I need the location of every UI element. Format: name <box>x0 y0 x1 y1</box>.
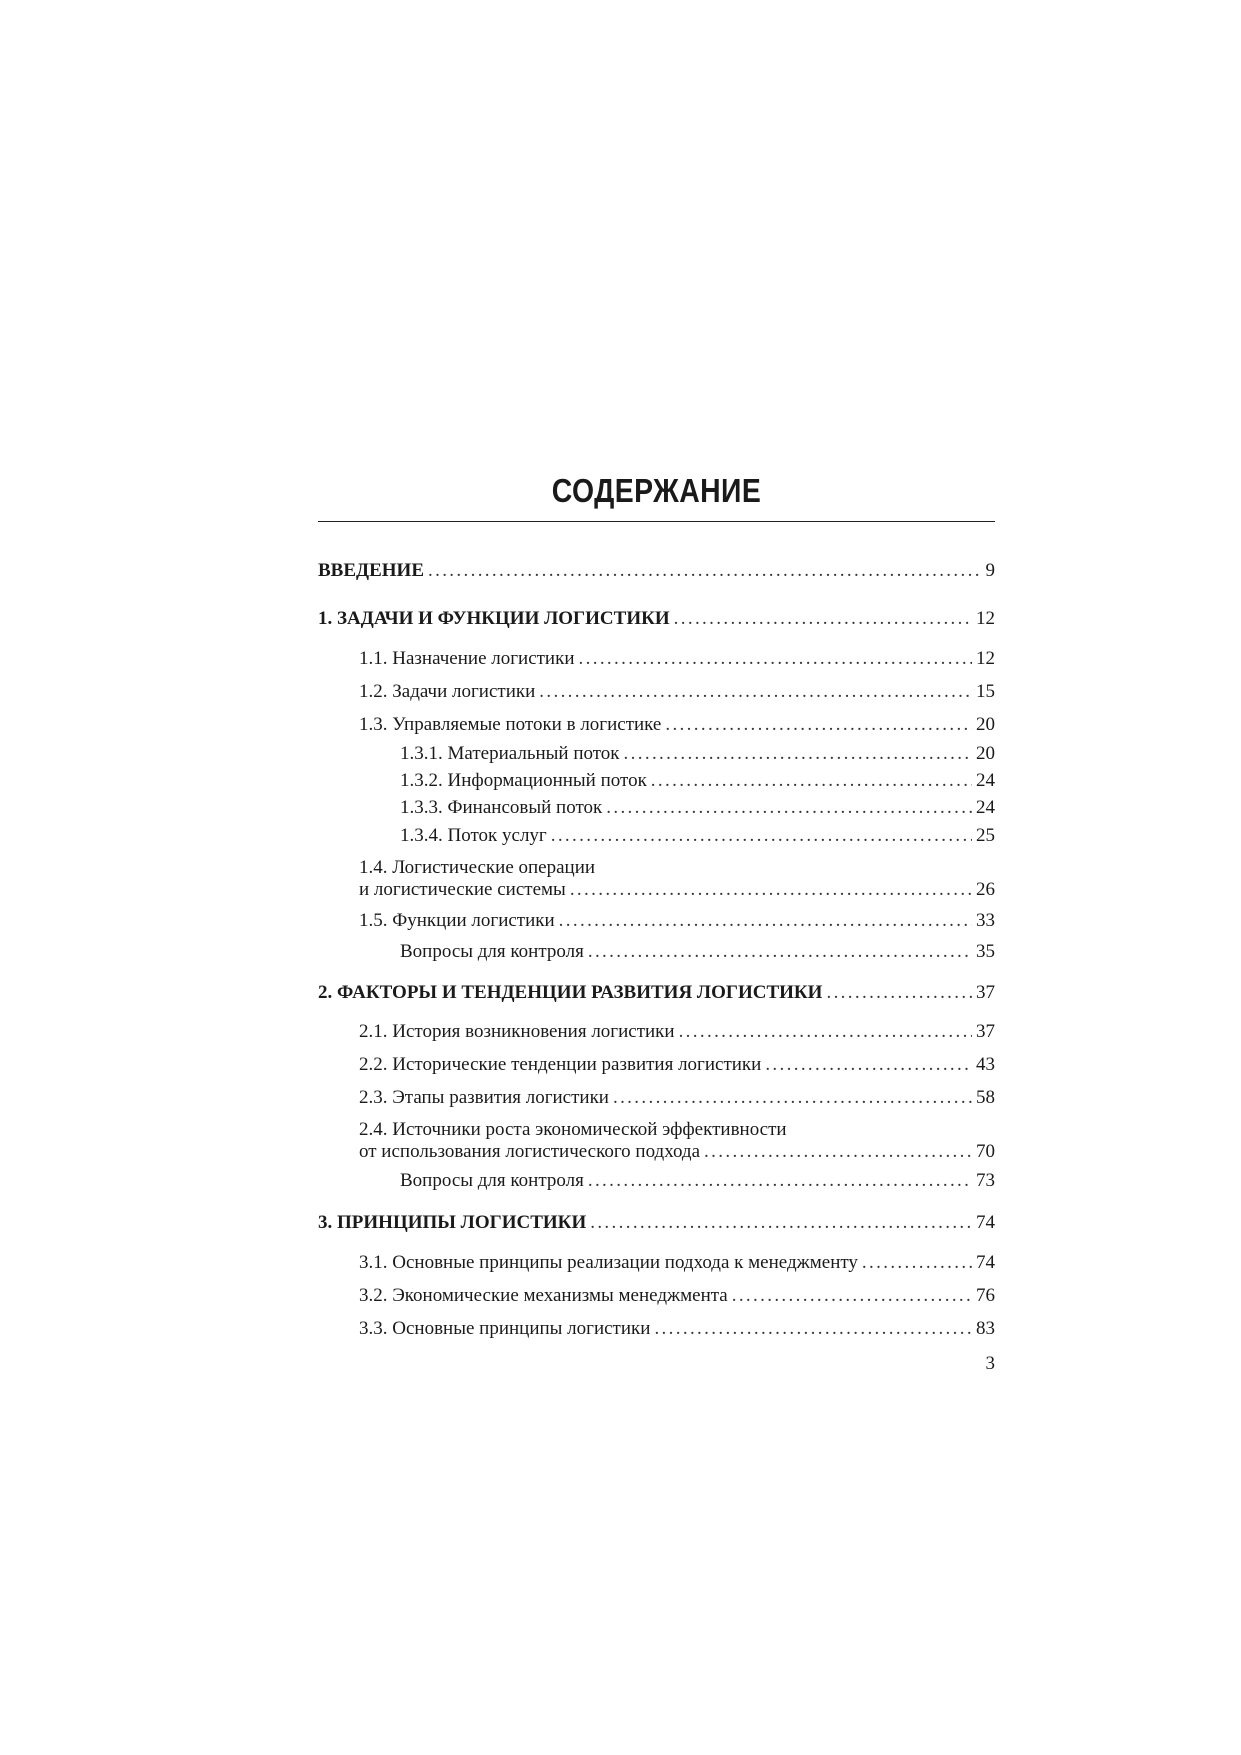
dot-leader <box>579 648 972 670</box>
toc-entry-1-2[interactable] <box>359 681 995 703</box>
toc-entry-page: 15 <box>976 681 995 702</box>
toc-entry-page: 20 <box>976 743 995 764</box>
toc-entry-page: 74 <box>976 1212 995 1233</box>
toc-entry-label-line1: 2.4. Источники роста экономической эффективности <box>359 1119 787 1140</box>
toc-entry-label: 2.2. Исторические тенденции развития логистики <box>359 1054 762 1075</box>
dot-leader <box>679 1021 972 1043</box>
toc-entry-questions-2[interactable] <box>400 1170 995 1192</box>
dot-leader <box>590 1212 972 1234</box>
dot-leader <box>551 825 972 847</box>
toc-entry-label: 3.3. Основные принципы логистики <box>359 1318 651 1339</box>
toc-entry-2-2[interactable] <box>359 1054 995 1076</box>
toc-entry-page: 26 <box>976 879 995 900</box>
toc-entry-label: 1.5. Функции логистики <box>359 910 555 931</box>
toc-entry-chapter-1[interactable] <box>318 608 995 630</box>
toc-entry-label: Вопросы для контроля <box>400 941 584 962</box>
dot-leader <box>704 1141 972 1163</box>
toc-entry-2-4[interactable] <box>359 1119 995 1163</box>
toc-entry-chapter-2[interactable] <box>318 982 995 1004</box>
toc-entry-1-4[interactable] <box>359 857 995 901</box>
toc-entry-label: 3. ПРИНЦИПЫ ЛОГИСТИКИ <box>318 1212 587 1233</box>
toc-entry-label: 1.3.1. Материальный поток <box>400 743 620 764</box>
toc-entry-1-3[interactable] <box>359 714 995 736</box>
toc-entry-page: 70 <box>976 1141 995 1162</box>
toc-entry-1-3-2[interactable] <box>400 770 995 792</box>
toc-entry-1-3-3[interactable] <box>400 797 995 819</box>
toc-entry-1-3-1[interactable] <box>400 743 995 765</box>
table-of-contents <box>318 0 995 1755</box>
toc-entry-label-line2: от использования логистического подхода <box>359 1141 701 1162</box>
toc-entry-page: 83 <box>976 1318 995 1339</box>
dot-leader <box>588 1170 972 1192</box>
toc-entry-label: 1.3.2. Информационный поток <box>400 770 647 791</box>
dot-leader <box>606 797 972 819</box>
toc-entry-chapter-3[interactable] <box>318 1212 995 1234</box>
toc-entry-page: 37 <box>976 982 995 1003</box>
page-number: 3 <box>985 1353 995 1374</box>
dot-leader <box>826 982 972 1004</box>
dot-leader <box>654 1318 972 1340</box>
toc-entry-label: Вопросы для контроля <box>400 1170 584 1191</box>
toc-entry-page: 12 <box>976 608 995 629</box>
dot-leader <box>665 714 972 736</box>
toc-entry-label: 2. ФАКТОРЫ И ТЕНДЕНЦИИ РАЗВИТИЯ ЛОГИСТИКИ <box>318 982 823 1003</box>
dot-leader <box>588 941 972 963</box>
toc-entry-page: 35 <box>976 941 995 962</box>
toc-entry-2-3[interactable] <box>359 1087 995 1109</box>
toc-entry-page: 74 <box>976 1252 995 1273</box>
toc-entry-page: 43 <box>976 1054 995 1075</box>
toc-entry-label-line1: 1.4. Логистические операции <box>359 857 596 878</box>
dot-leader <box>732 1285 972 1307</box>
dot-leader <box>613 1087 972 1109</box>
toc-entry-introduction[interactable] <box>318 560 995 582</box>
toc-entry-label: 1.3.4. Поток услуг <box>400 825 547 846</box>
toc-entry-1-1[interactable] <box>359 648 995 670</box>
dot-leader <box>570 879 972 901</box>
toc-entry-1-3-4[interactable] <box>400 825 995 847</box>
dot-leader <box>428 560 982 582</box>
dot-leader <box>559 910 972 932</box>
toc-entry-page: 24 <box>976 770 995 791</box>
toc-entry-page: 20 <box>976 714 995 735</box>
dot-leader <box>624 743 972 765</box>
toc-entry-label-line2: и логистические системы <box>359 879 566 900</box>
toc-entry-page: 12 <box>976 648 995 669</box>
toc-entry-1-5[interactable] <box>359 910 995 932</box>
toc-entry-label: 2.3. Этапы развития логистики <box>359 1087 609 1108</box>
toc-entry-label: 2.1. История возникновения логистики <box>359 1021 675 1042</box>
toc-entry-label: 1. ЗАДАЧИ И ФУНКЦИИ ЛОГИСТИКИ <box>318 608 670 629</box>
toc-entry-page: 25 <box>976 825 995 846</box>
dot-leader <box>765 1054 972 1076</box>
toc-entry-2-1[interactable] <box>359 1021 995 1043</box>
toc-entry-page: 37 <box>976 1021 995 1042</box>
dot-leader <box>539 681 972 703</box>
toc-entry-page: 73 <box>976 1170 995 1191</box>
toc-entry-label: 3.1. Основные принципы реализации подхода к менеджменту <box>359 1252 858 1273</box>
toc-entry-label: 3.2. Экономические механизмы менеджмента <box>359 1285 728 1306</box>
dot-leader <box>674 608 972 630</box>
toc-entry-label: 1.1. Назначение логистики <box>359 648 575 669</box>
toc-entry-label: ВВЕДЕНИЕ <box>318 560 424 581</box>
toc-entry-3-3[interactable] <box>359 1318 995 1340</box>
toc-entry-page: 76 <box>976 1285 995 1306</box>
toc-entry-label: 1.2. Задачи логистики <box>359 681 536 702</box>
dot-leader <box>862 1252 972 1274</box>
toc-entry-label: 1.3.3. Финансовый поток <box>400 797 603 818</box>
toc-entry-3-1[interactable] <box>359 1252 995 1274</box>
toc-entry-label: 1.3. Управляемые потоки в логистике <box>359 714 662 735</box>
toc-entry-questions-1[interactable] <box>400 941 995 963</box>
dot-leader <box>651 770 972 792</box>
toc-entry-page: 58 <box>976 1087 995 1108</box>
toc-entry-page: 33 <box>976 910 995 931</box>
toc-entry-page: 9 <box>985 560 995 581</box>
toc-entry-page: 24 <box>976 797 995 818</box>
toc-entry-3-2[interactable] <box>359 1285 995 1307</box>
page-title: СОДЕРЖАНИЕ <box>551 472 762 509</box>
